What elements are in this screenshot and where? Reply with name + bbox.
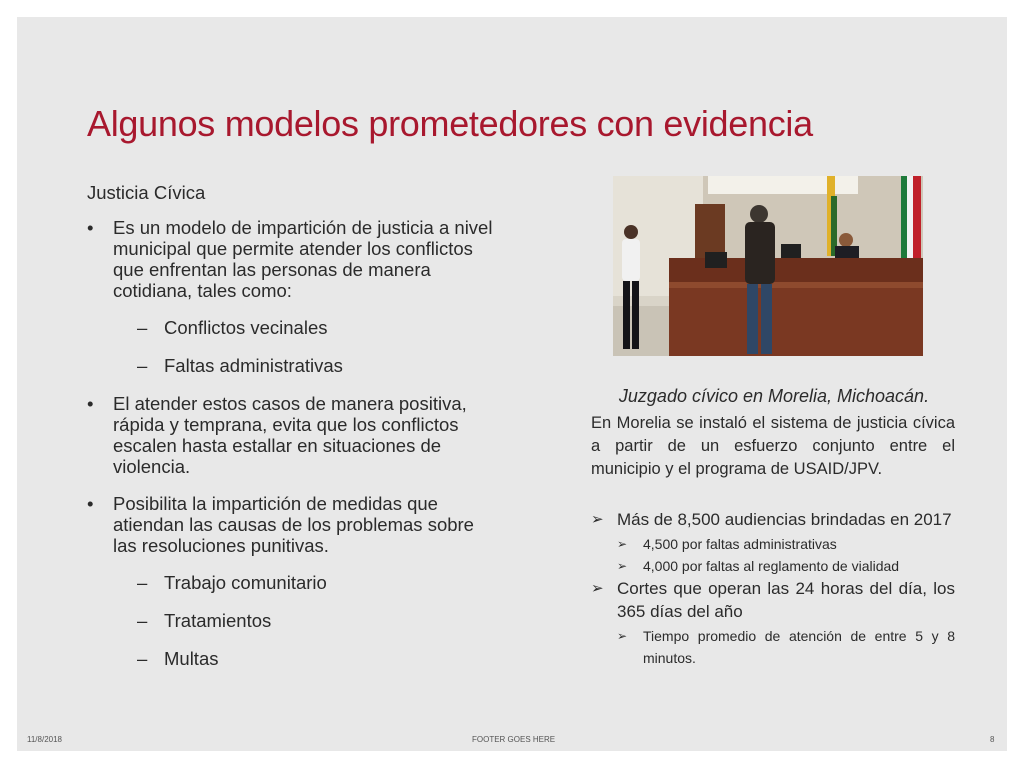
bullet-glyph: • [87,217,94,238]
slide-title: Algunos modelos prometedores con evidencia [87,103,813,144]
bullet-text: El atender estos casos de manera positiva, rápida y temprana, evita que los conflictos escalen hasta estallar en situaciones de violencia. [113,393,467,477]
left-column [87,182,497,686]
stat-sub-text: Tiempo promedio de atención de entre 5 y 8 minutos. [643,628,955,666]
sub-bullet-text: Trabajo comunitario [164,572,327,593]
sub-bullet-item [87,572,497,593]
dash-glyph: – [137,648,148,669]
sub-bullet-text: Faltas administrativas [164,355,343,376]
courtroom-photo [613,176,923,356]
arrow-bullet-icon: ➢ [591,580,604,597]
stat-sub-text: 4,000 por faltas al reglamento de vialidad [643,558,900,574]
bullet-text: Posibilita la impartición de medidas que atiendan las causas de los problemas sobre las resoluciones punitivas. [113,493,474,556]
description-paragraph: En Morelia se instaló el sistema de justicia cívica a partir de un esfuerzo conjunto entre el municipio y el programa de USAID/JPV. [591,414,955,478]
bullet-item [87,393,497,477]
sub-bullet-item [87,317,497,338]
stat-sub-item [591,533,955,555]
bullet-text: Es un modelo de impartición de justicia a nivel municipal que permite atender los conflictos que enfrentan las personas de manera cotidiana, tales como: [113,217,493,301]
arrow-bullet-icon: ➢ [617,629,628,643]
footer-date: 11/8/2018 [27,735,62,744]
sub-bullet-text: Conflictos vecinales [164,317,328,338]
dash-glyph: – [137,355,148,376]
bullet-item [87,217,497,301]
arrow-bullet-icon: ➢ [617,559,628,573]
arrow-bullet-icon: ➢ [617,537,628,551]
footer-text: FOOTER GOES HERE [472,735,556,744]
photo-caption: Juzgado cívico en Morelia, Michoacán. [618,386,930,406]
bullet-glyph: • [87,493,94,514]
sub-bullet-item [87,355,497,376]
page-number: 8 [990,735,995,744]
bullet-item [87,493,497,556]
sub-bullet-item [87,648,497,669]
stat-item [591,508,955,531]
stat-item [591,577,955,623]
stat-text: Más de 8,500 audiencias brindadas en 2017 [617,510,952,529]
dash-glyph: – [137,610,148,631]
sub-bullet-text: Tratamientos [164,610,272,631]
right-list [591,508,955,669]
sub-bullet-item [87,610,497,631]
dash-glyph: – [137,317,148,338]
stat-text: Cortes que operan las 24 horas del día, los 365 días del año [617,579,955,621]
sub-bullet-text: Multas [164,648,219,669]
stat-sub-item [591,555,955,577]
arrow-bullet-icon: ➢ [591,511,604,528]
dash-glyph: – [137,572,148,593]
section-subhead: Justicia Cívica [87,182,206,203]
stat-sub-item [591,625,955,669]
bullet-glyph: • [87,393,94,414]
stat-sub-text: 4,500 por faltas administrativas [643,536,837,552]
